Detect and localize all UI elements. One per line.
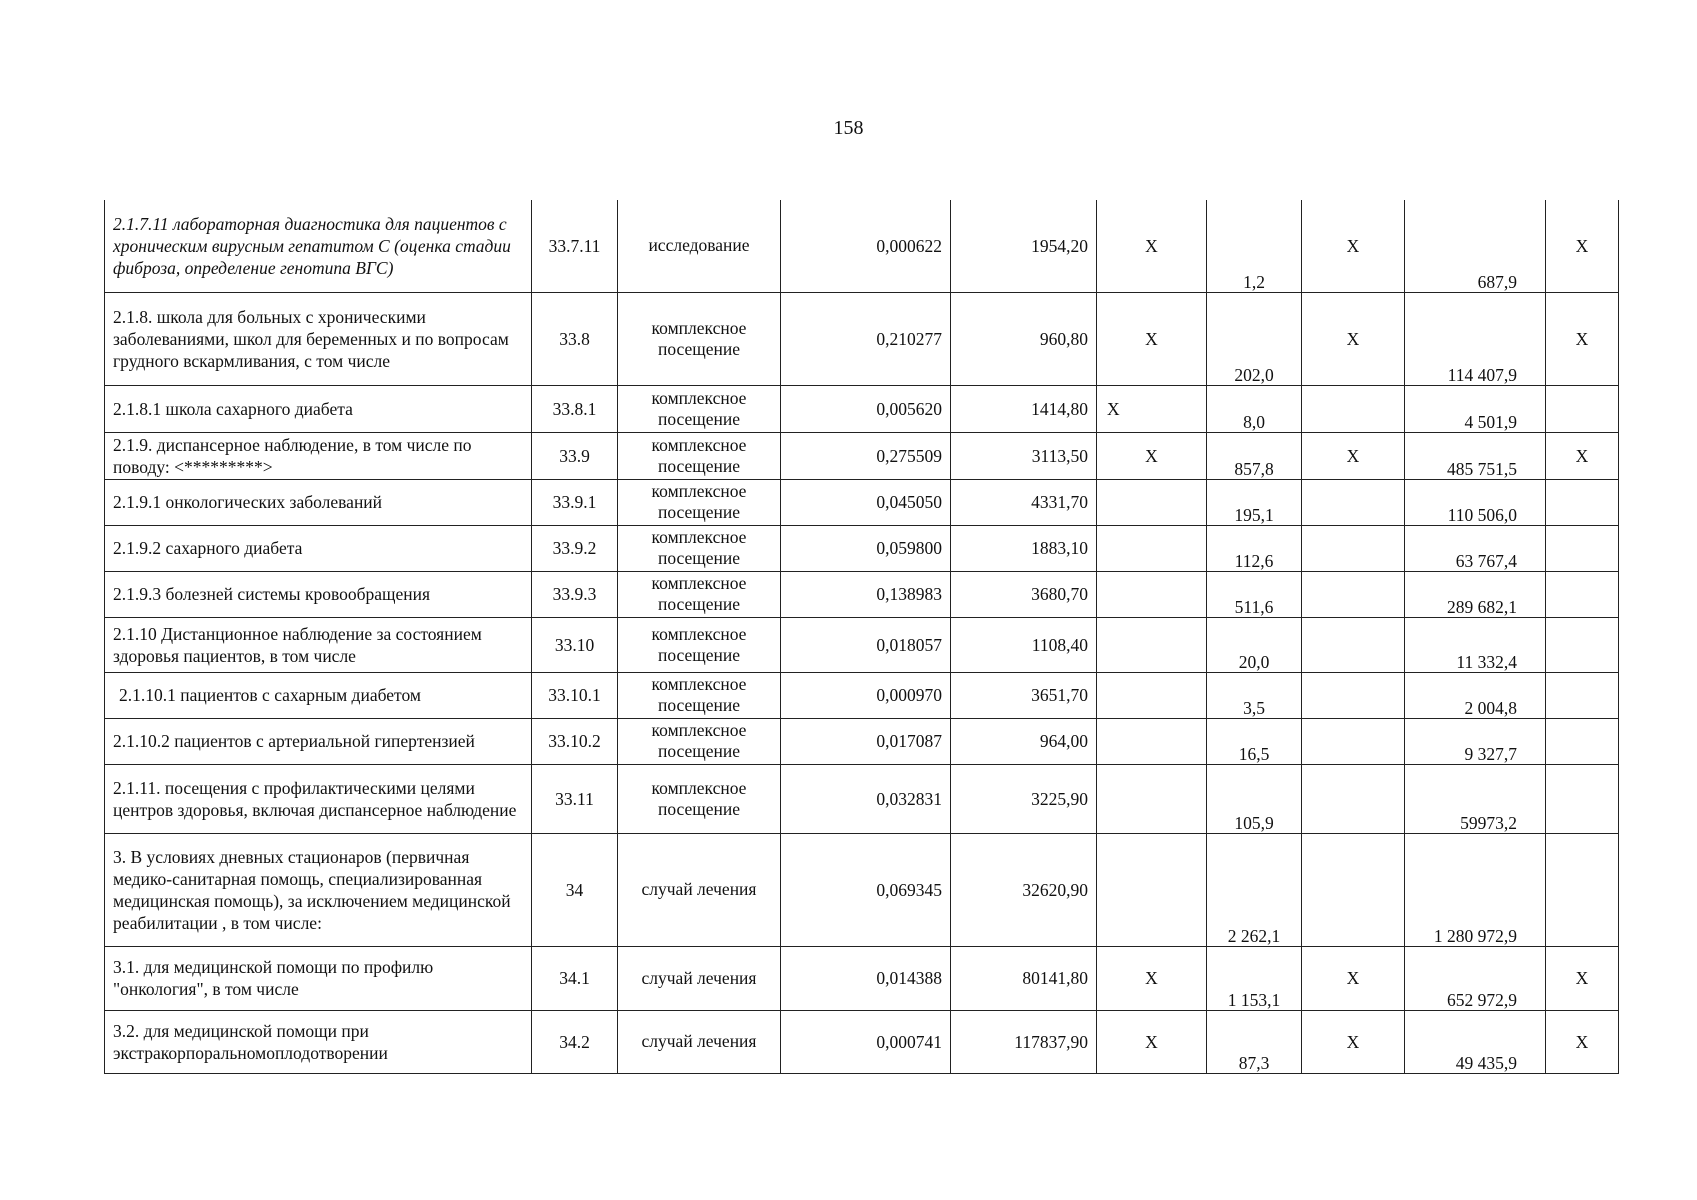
row-name: 2.1.9. диспансерное наблюдение, в том числе по поводу: <*********> <box>105 432 532 479</box>
row-per-capita: 2 262,1 <box>1207 833 1302 946</box>
row-rate: 0,275509 <box>781 432 951 479</box>
row-mark-2: Х <box>1302 1010 1405 1073</box>
row-code: 33.11 <box>532 764 618 833</box>
row-total: 110 506,0 <box>1405 479 1546 525</box>
row-per-capita: 3,5 <box>1207 672 1302 718</box>
row-name: 2.1.10 Дистанционное наблюдение за состоянием здоровья пациентов, в том числе <box>105 617 532 672</box>
row-cost: 3113,50 <box>951 432 1097 479</box>
row-cost: 1954,20 <box>951 200 1097 292</box>
row-code: 33.7.11 <box>532 200 618 292</box>
row-unit: комплексное посещение <box>618 479 781 525</box>
row-total: 4 501,9 <box>1405 385 1546 432</box>
row-mark-1 <box>1097 525 1207 571</box>
row-per-capita: 20,0 <box>1207 617 1302 672</box>
row-unit: случай лечения <box>618 946 781 1010</box>
row-mark-2 <box>1302 672 1405 718</box>
row-code: 33.9.1 <box>532 479 618 525</box>
row-mark-3 <box>1546 617 1619 672</box>
row-mark-3 <box>1546 385 1619 432</box>
table-row <box>105 833 1619 946</box>
table-row <box>105 200 1619 292</box>
row-mark-2: Х <box>1302 292 1405 385</box>
row-name: 2.1.10.2 пациентов с артериальной гипертензией <box>105 718 532 764</box>
table-row <box>105 292 1619 385</box>
row-name: 3.1. для медицинской помощи по профилю "онкология", в том числе <box>105 946 532 1010</box>
row-mark-3: Х <box>1546 432 1619 479</box>
row-per-capita: 112,6 <box>1207 525 1302 571</box>
row-name: 2.1.8.1 школа сахарного диабета <box>105 385 532 432</box>
row-cost: 1883,10 <box>951 525 1097 571</box>
row-per-capita: 16,5 <box>1207 718 1302 764</box>
row-per-capita: 105,9 <box>1207 764 1302 833</box>
row-mark-1: Х <box>1097 200 1207 292</box>
row-rate: 0,210277 <box>781 292 951 385</box>
row-mark-2 <box>1302 385 1405 432</box>
row-mark-1 <box>1097 571 1207 617</box>
row-mark-2 <box>1302 718 1405 764</box>
row-total: 11 332,4 <box>1405 617 1546 672</box>
row-cost: 80141,80 <box>951 946 1097 1010</box>
row-code: 33.10.1 <box>532 672 618 718</box>
table-row <box>105 385 1619 432</box>
row-unit: комплексное посещение <box>618 764 781 833</box>
row-mark-2 <box>1302 764 1405 833</box>
row-cost: 964,00 <box>951 718 1097 764</box>
row-mark-3 <box>1546 571 1619 617</box>
row-code: 33.9.3 <box>532 571 618 617</box>
row-cost: 1108,40 <box>951 617 1097 672</box>
row-unit: комплексное посещение <box>618 292 781 385</box>
row-per-capita: 8,0 <box>1207 385 1302 432</box>
row-rate: 0,017087 <box>781 718 951 764</box>
row-per-capita: 1,2 <box>1207 200 1302 292</box>
page-number: 158 <box>833 117 864 139</box>
row-mark-1: Х <box>1097 1010 1207 1073</box>
row-code: 34 <box>532 833 618 946</box>
tariff-table <box>104 200 1619 1074</box>
row-unit: комплексное посещение <box>618 571 781 617</box>
row-mark-1 <box>1097 672 1207 718</box>
row-unit: случай лечения <box>618 1010 781 1073</box>
table-row <box>105 1010 1619 1073</box>
row-name: 3. В условиях дневных стационаров (первичная медико-санитарная помощь, специализированная медицинская помощь), за исключением медицинской реабилитации , в том числе: <box>105 833 532 946</box>
row-mark-2: Х <box>1302 200 1405 292</box>
row-mark-3: Х <box>1546 946 1619 1010</box>
row-mark-3 <box>1546 479 1619 525</box>
row-name: 2.1.7.11 лабораторная диагностика для пациентов с хроническим вирусным гепатитом С (оценка стадии фиброза, определение генотипа ВГС) <box>105 200 532 292</box>
row-total: 485 751,5 <box>1405 432 1546 479</box>
table-row <box>105 432 1619 479</box>
row-name: 2.1.11. посещения с профилактическими целями центров здоровья, включая диспансерное наблюдение <box>105 764 532 833</box>
row-total: 687,9 <box>1405 200 1546 292</box>
row-total: 9 327,7 <box>1405 718 1546 764</box>
row-cost: 3651,70 <box>951 672 1097 718</box>
row-total: 1 280 972,9 <box>1405 833 1546 946</box>
row-mark-2: Х <box>1302 432 1405 479</box>
row-mark-3: Х <box>1546 1010 1619 1073</box>
row-mark-1 <box>1097 833 1207 946</box>
row-cost: 3225,90 <box>951 764 1097 833</box>
row-total: 289 682,1 <box>1405 571 1546 617</box>
row-code: 33.10 <box>532 617 618 672</box>
row-mark-3: Х <box>1546 200 1619 292</box>
row-total: 2 004,8 <box>1405 672 1546 718</box>
row-unit: комплексное посещение <box>618 385 781 432</box>
row-cost: 1414,80 <box>951 385 1097 432</box>
row-per-capita: 195,1 <box>1207 479 1302 525</box>
row-cost: 117837,90 <box>951 1010 1097 1073</box>
row-mark-2 <box>1302 833 1405 946</box>
table-row <box>105 617 1619 672</box>
table-row <box>105 479 1619 525</box>
row-mark-2 <box>1302 617 1405 672</box>
table-row <box>105 764 1619 833</box>
table-row <box>105 525 1619 571</box>
row-name: 2.1.9.1 онкологических заболеваний <box>105 479 532 525</box>
row-unit: комплексное посещение <box>618 718 781 764</box>
row-total: 114 407,9 <box>1405 292 1546 385</box>
row-mark-3 <box>1546 672 1619 718</box>
row-code: 33.9.2 <box>532 525 618 571</box>
row-unit: комплексное посещение <box>618 525 781 571</box>
row-mark-1: Х <box>1097 432 1207 479</box>
row-mark-3 <box>1546 833 1619 946</box>
row-rate: 0,138983 <box>781 571 951 617</box>
row-mark-1: Х <box>1097 385 1207 432</box>
row-name: 3.2. для медицинской помощи при экстракорпоральномоплодотворении <box>105 1010 532 1073</box>
row-rate: 0,000622 <box>781 200 951 292</box>
table-row <box>105 672 1619 718</box>
row-name: 2.1.10.1 пациентов с сахарным диабетом <box>105 672 532 718</box>
row-cost: 960,80 <box>951 292 1097 385</box>
table-row <box>105 946 1619 1010</box>
row-code: 33.8 <box>532 292 618 385</box>
row-rate: 0,005620 <box>781 385 951 432</box>
row-rate: 0,018057 <box>781 617 951 672</box>
row-mark-3: Х <box>1546 292 1619 385</box>
row-mark-2: Х <box>1302 946 1405 1010</box>
row-name: 2.1.9.2 сахарного диабета <box>105 525 532 571</box>
row-code: 33.9 <box>532 432 618 479</box>
row-mark-1 <box>1097 617 1207 672</box>
row-rate: 0,045050 <box>781 479 951 525</box>
row-rate: 0,032831 <box>781 764 951 833</box>
row-code: 34.2 <box>532 1010 618 1073</box>
row-unit: комплексное посещение <box>618 617 781 672</box>
row-unit: комплексное посещение <box>618 672 781 718</box>
row-unit: случай лечения <box>618 833 781 946</box>
row-code: 33.10.2 <box>532 718 618 764</box>
row-total: 63 767,4 <box>1405 525 1546 571</box>
row-rate: 0,069345 <box>781 833 951 946</box>
row-per-capita: 202,0 <box>1207 292 1302 385</box>
table-row <box>105 718 1619 764</box>
row-total: 652 972,9 <box>1405 946 1546 1010</box>
row-per-capita: 511,6 <box>1207 571 1302 617</box>
row-cost: 4331,70 <box>951 479 1097 525</box>
row-total: 59973,2 <box>1405 764 1546 833</box>
row-cost: 3680,70 <box>951 571 1097 617</box>
row-mark-2 <box>1302 479 1405 525</box>
row-mark-1 <box>1097 718 1207 764</box>
row-per-capita: 87,3 <box>1207 1010 1302 1073</box>
row-mark-2 <box>1302 525 1405 571</box>
row-mark-1 <box>1097 764 1207 833</box>
row-cost: 32620,90 <box>951 833 1097 946</box>
row-mark-1 <box>1097 479 1207 525</box>
row-rate: 0,000970 <box>781 672 951 718</box>
row-mark-3 <box>1546 718 1619 764</box>
table-row <box>105 571 1619 617</box>
row-mark-1: Х <box>1097 292 1207 385</box>
row-per-capita: 857,8 <box>1207 432 1302 479</box>
row-name: 2.1.9.3 болезней системы кровообращения <box>105 571 532 617</box>
row-code: 33.8.1 <box>532 385 618 432</box>
row-mark-3 <box>1546 525 1619 571</box>
row-code: 34.1 <box>532 946 618 1010</box>
row-per-capita: 1 153,1 <box>1207 946 1302 1010</box>
row-mark-3 <box>1546 764 1619 833</box>
row-unit: комплексное посещение <box>618 432 781 479</box>
row-mark-2 <box>1302 571 1405 617</box>
row-mark-1: Х <box>1097 946 1207 1010</box>
row-rate: 0,014388 <box>781 946 951 1010</box>
row-name: 2.1.8. школа для больных с хроническими заболеваниями, школ для беременных и по вопросам грудного вскармливания, с том числе <box>105 292 532 385</box>
row-unit: исследование <box>618 200 781 292</box>
row-rate: 0,059800 <box>781 525 951 571</box>
row-rate: 0,000741 <box>781 1010 951 1073</box>
row-total: 49 435,9 <box>1405 1010 1546 1073</box>
